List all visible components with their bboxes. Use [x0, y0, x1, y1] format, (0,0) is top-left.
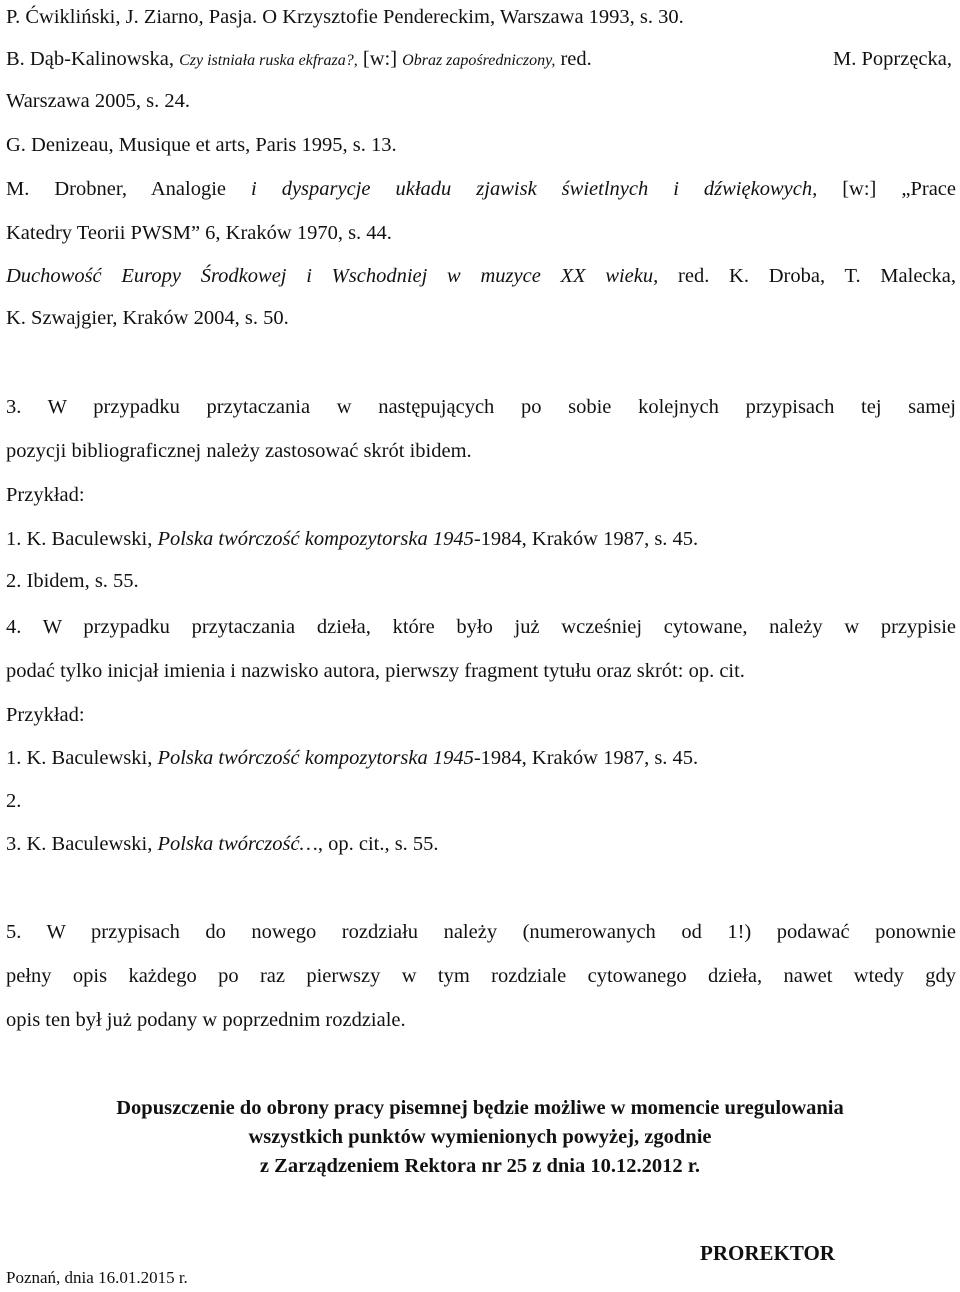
section-4-example-3-author: 3. K. Baculewski,	[6, 833, 153, 855]
notice-line-3: z Zarządzeniem Rektora nr 25 z dnia 10.12.2012 r.	[259, 1155, 701, 1177]
section-4-line-1: 4. W przypadku przytaczania dzieła, które było już wcześniej cytowane, należy w przypisie	[6, 616, 956, 638]
section-4-example-1-rest: -1984, Kraków 1987, s. 45.	[473, 747, 699, 769]
reference-2-in: [w:]	[362, 48, 398, 70]
section-3-example-2: 2. Ibidem, s. 55.	[6, 570, 139, 592]
section-5-line-3: opis ten był już podany w poprzednim rozdziale.	[6, 1009, 406, 1031]
reference-2-editor: M. Poprzęcka,	[833, 48, 952, 70]
section-5-line-2: pełny opis każdego po raz pierwszy w tym rozdziale cytowanego dzieła, nawet wtedy gdy	[6, 965, 956, 987]
section-4-example-2: 2.	[6, 790, 22, 812]
reference-5-editors: red. K. Droba, T. Malecka,	[678, 265, 957, 287]
section-4-line-2: podać tylko inicjał imienia i nazwisko autora, pierwszy fragment tytułu oraz skrót: op. cit.	[6, 660, 745, 682]
reference-4-author: M. Drobner, Analogie	[6, 178, 226, 200]
notice-line-1: Dopuszczenie do obrony pracy pisemnej będzie możliwe w momencie uregulowania	[116, 1097, 844, 1119]
reference-4-title: i dysparycje układu zjawisk świetlnych i dźwiękowych,	[251, 178, 818, 200]
section-4-example-label: Przykład:	[6, 704, 85, 726]
section-4-example-3-title: Polska twórczość…	[157, 833, 318, 855]
reference-2-red: red.	[560, 48, 592, 70]
reference-1: P. Ćwikliński, J. Ziarno, Pasja. O Krzysztofie Pendereckim, Warszawa 1993, s. 30.	[6, 6, 684, 28]
reference-2-title: Czy istniała ruska ekfraza?,	[179, 52, 358, 69]
reference-4-cont: Katedry Teorii PWSM” 6, Kraków 1970, s. 44.	[6, 222, 392, 244]
section-4-example-1-author: 1. K. Baculewski,	[6, 747, 153, 769]
section-3-example-1-author: 1. K. Baculewski,	[6, 528, 153, 550]
reference-5-title: Duchowość Europy Środkowej i Wschodniej w muzyce XX wieku,	[6, 265, 659, 287]
section-4-example-1	[6, 745, 956, 771]
notice-line-2: wszystkich punktów wymienionych powyżej, zgodnie	[248, 1126, 712, 1148]
section-3-example-label: Przykład:	[6, 484, 85, 506]
reference-2-author: B. Dąb-Kalinowska,	[6, 48, 174, 70]
signature-title: PROREKTOR	[700, 1241, 835, 1265]
reference-2-book: Obraz zapośredniczony,	[402, 52, 556, 69]
place-date: Poznań, dnia 16.01.2015 r.	[6, 1268, 188, 1287]
section-3-line-2: pozycji bibliograficznej należy zastosować skrót ibidem.	[6, 440, 472, 462]
section-5-line-1: 5. W przypisach do nowego rozdziału należy (numerowanych od 1!) podawać ponownie	[6, 921, 956, 943]
section-3-example-1-title: Polska twórczość kompozytorska 1945	[157, 528, 474, 550]
reference-5	[6, 263, 956, 289]
reference-2	[6, 46, 956, 74]
section-3-example-1	[6, 526, 956, 552]
reference-2-cont: Warszawa 2005, s. 24.	[6, 90, 190, 112]
section-4-example-3-rest: , op. cit., s. 55.	[317, 833, 439, 855]
section-3-example-1-rest: -1984, Kraków 1987, s. 45.	[473, 528, 699, 550]
section-3-line-1: 3. W przypadku przytaczania w następujących po sobie kolejnych przypisach tej samej	[6, 396, 956, 418]
reference-4	[6, 176, 956, 202]
section-4-example-3	[6, 831, 956, 857]
reference-5-cont: K. Szwajgier, Kraków 2004, s. 50.	[6, 307, 289, 329]
reference-3: G. Denizeau, Musique et arts, Paris 1995, s. 13.	[6, 134, 397, 156]
reference-4-in: [w:] „Prace	[842, 178, 956, 200]
section-4-example-1-title: Polska twórczość kompozytorska 1945	[157, 747, 474, 769]
